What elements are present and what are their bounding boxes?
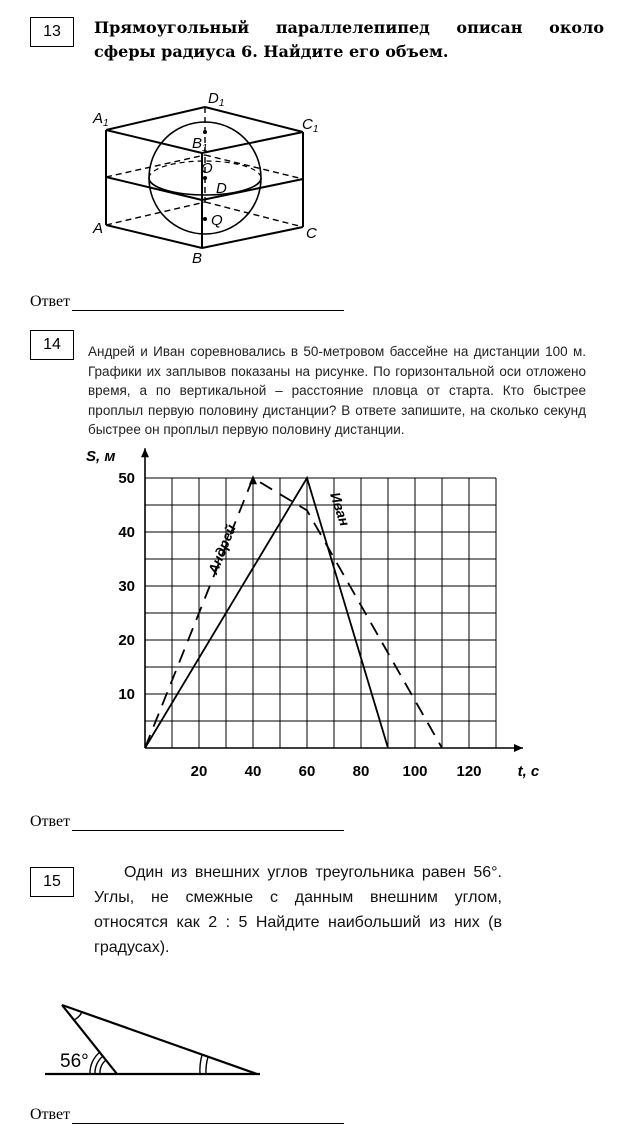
y-tick-label: 10 bbox=[118, 686, 135, 703]
answer-line[interactable] bbox=[72, 816, 344, 831]
series-label-ivan: Иван bbox=[327, 490, 354, 529]
x-axis-label: t, с bbox=[517, 763, 540, 780]
answer-label: Ответ bbox=[30, 813, 71, 830]
answer-line[interactable] bbox=[72, 1109, 344, 1124]
label-a: A bbox=[93, 220, 104, 237]
task-15-text: Один из внешних углов треугольника равен 56°. Углы, не смежные с данным внешним углом, относятся как 2 : 5 Найдите наибольший из них (в градусах). bbox=[94, 864, 502, 956]
edge-b1-a1 bbox=[106, 130, 202, 153]
label-d1: $D_1$ bbox=[208, 90, 225, 109]
x-tick-label: 60 bbox=[298, 763, 316, 780]
task-15-number: 15 bbox=[30, 867, 74, 897]
x-tick-label: 80 bbox=[352, 763, 370, 780]
label-d: D bbox=[216, 180, 227, 197]
point-q bbox=[203, 217, 207, 221]
edge-a-b bbox=[106, 225, 202, 248]
mid-left-back bbox=[106, 155, 205, 177]
edge-d1-c1 bbox=[205, 107, 303, 132]
y-tick-label: 50 bbox=[118, 470, 135, 487]
edge-b-c bbox=[202, 227, 303, 248]
answer-label: Ответ bbox=[30, 1106, 71, 1123]
y-tick-label: 20 bbox=[118, 632, 135, 649]
label-c1: $C_1$ bbox=[302, 116, 319, 135]
x-tick-label: 20 bbox=[190, 763, 208, 780]
task-13-text: Прямоугольный параллелепипед описан около сферы радиуса 6. Найдите его объем. bbox=[94, 18, 604, 61]
answer-label: Ответ bbox=[30, 293, 71, 310]
label-b1: $B_1$ bbox=[192, 135, 208, 154]
answer-line[interactable] bbox=[72, 296, 344, 311]
label-b: B bbox=[192, 250, 203, 267]
y-tick-label: 40 bbox=[118, 524, 135, 541]
x-tick-label: 120 bbox=[456, 763, 482, 780]
angle-arc-right-2 bbox=[200, 1055, 202, 1074]
angle-arc-ext-1 bbox=[100, 1060, 106, 1074]
label-c: C bbox=[306, 225, 317, 242]
point-top bbox=[203, 130, 207, 134]
x-tick-label: 100 bbox=[402, 763, 428, 780]
task-14-number: 14 bbox=[30, 330, 74, 360]
triangle-figure bbox=[40, 995, 270, 1085]
mid-right-back bbox=[205, 155, 303, 179]
label-a1: $A_1$ bbox=[93, 110, 109, 129]
task-14-answer bbox=[30, 813, 344, 831]
y-axis-arrow bbox=[141, 448, 149, 457]
edge-a1-d1 bbox=[106, 107, 205, 130]
angle-label: 56° bbox=[60, 1051, 89, 1072]
label-o: O bbox=[201, 160, 213, 177]
task-15-answer bbox=[30, 1106, 344, 1124]
label-q: Q bbox=[211, 212, 223, 229]
y-tick-label: 30 bbox=[118, 578, 135, 595]
x-axis-arrow bbox=[514, 744, 523, 752]
parallelepiped-figure bbox=[80, 85, 350, 270]
x-tick-label: 40 bbox=[244, 763, 262, 780]
swim-chart bbox=[80, 445, 550, 790]
andrey-arrow bbox=[249, 475, 257, 484]
angle-arc-right-1 bbox=[206, 1057, 208, 1074]
series-label-andrey: Андрей bbox=[204, 522, 239, 577]
task-13-number: 13 bbox=[30, 17, 74, 47]
task-13-answer bbox=[30, 293, 344, 311]
mid-left-front bbox=[106, 177, 202, 200]
y-axis-label: S, м bbox=[86, 448, 116, 465]
task-14-text: Андрей и Иван соревновались в 50-метровом бассейне на дистанции 100 м. Графики их заплывов показаны на рисунке. По горизонтальной оси отложено время, а по вертикальной – расстояние пловца от старта. Кто быстрее проплыл первую половину дистанции? В ответе запишите, на сколько секунд быстрее он проплыл первую половину дистанции. bbox=[88, 344, 586, 437]
angle-arc-top bbox=[74, 1012, 82, 1020]
